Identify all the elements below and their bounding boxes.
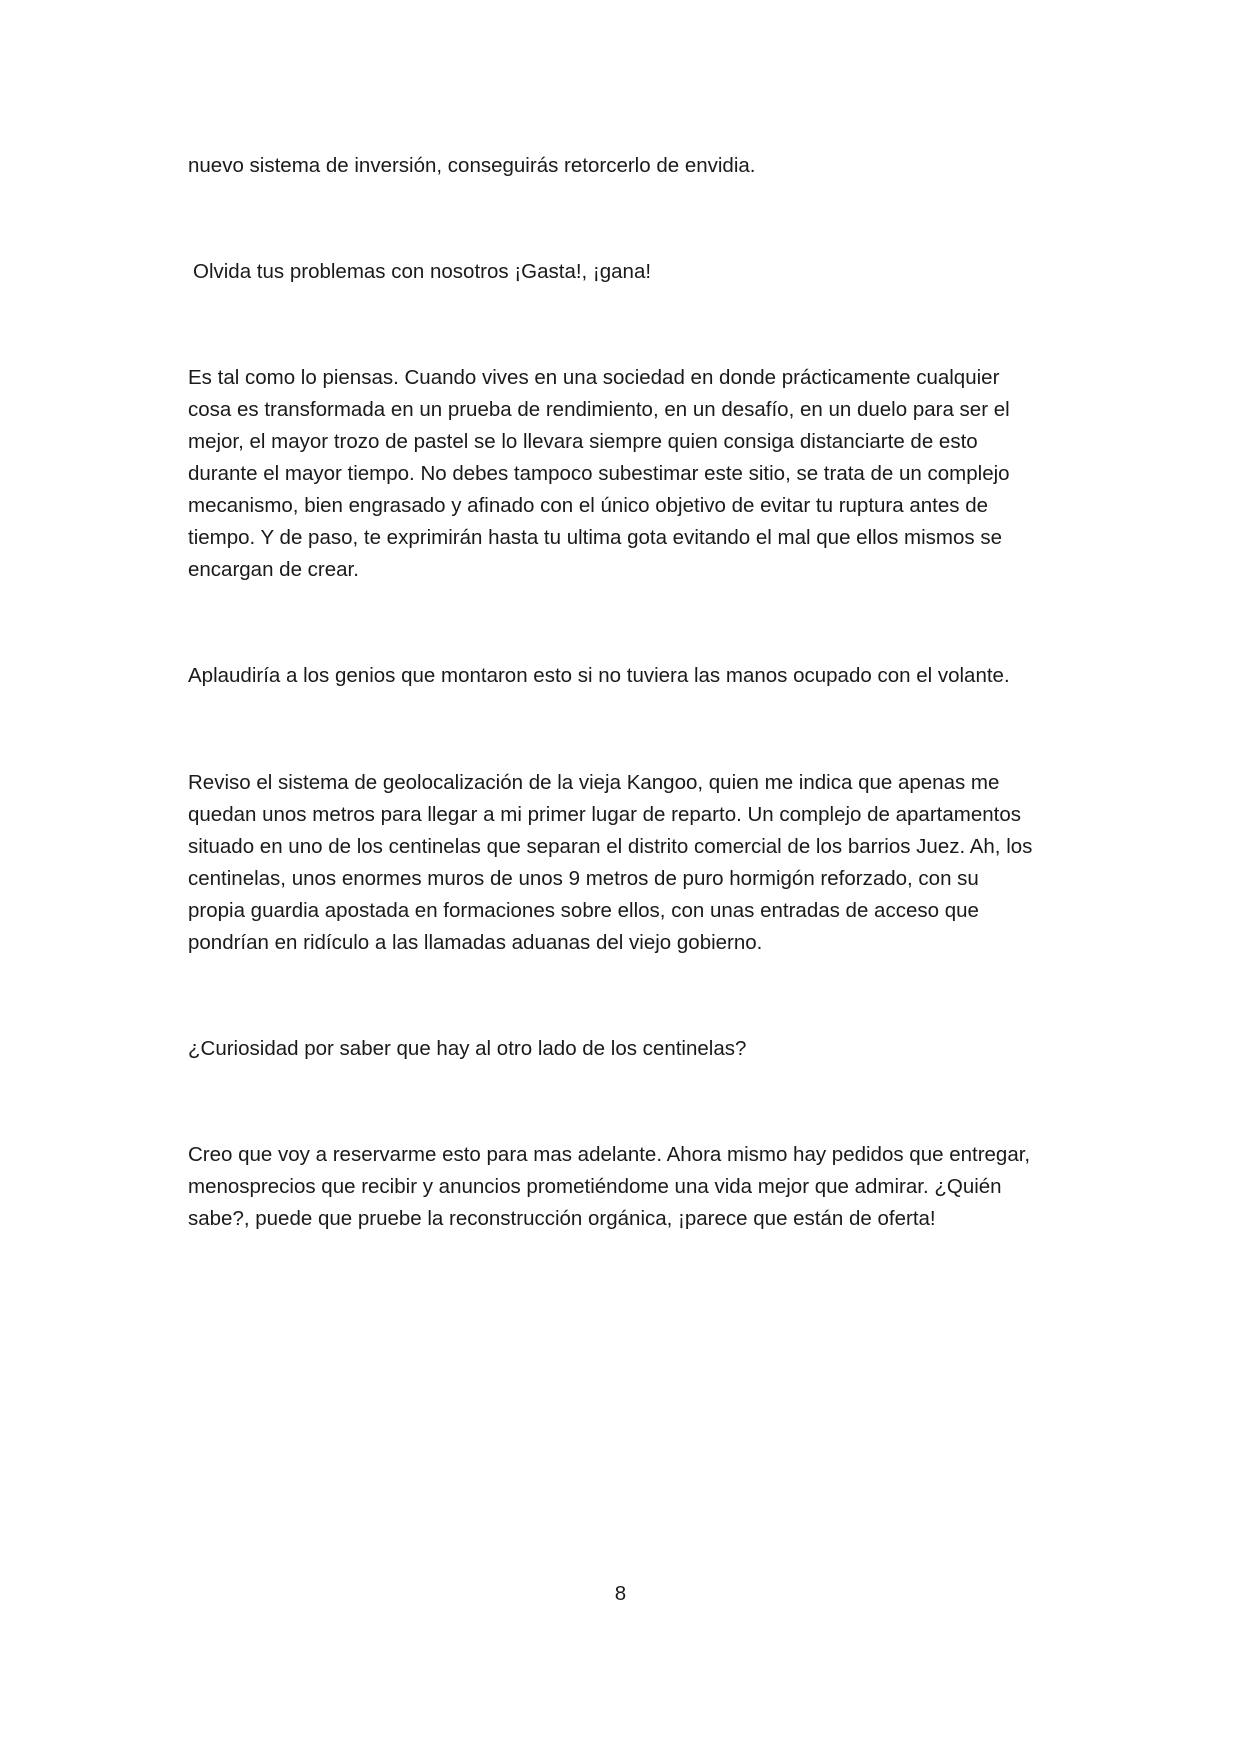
text-line: mejor, el mayor trozo de pastel se lo llevara siempre quien consiga distanciarte de esto [188, 430, 978, 453]
text-line: nuevo sistema de inversión, conseguirás retorcerlo de envidia. [188, 154, 756, 177]
paragraph-2 [193, 256, 1063, 288]
text-line: cosa es transformada en un prueba de rendimiento, en un desafío, en un duelo para ser el [188, 398, 1010, 421]
text-line: encargan de crear. [188, 558, 359, 581]
paragraph-1 [188, 150, 1058, 182]
text-line: ¿Curiosidad por saber que hay al otro lado de los centinelas? [188, 1037, 747, 1060]
paragraph-4 [188, 660, 1058, 692]
paragraph-3 [188, 362, 1058, 586]
text-line: mecanismo, bien engrasado y afinado con el único objetivo de evitar tu ruptura antes de [188, 494, 989, 517]
text-line: Aplaudiría a los genios que montaron esto si no tuviera las manos ocupado con el volante. [188, 664, 1010, 687]
text-line: sabe?, puede que pruebe la reconstrucción orgánica, ¡parece que están de oferta! [188, 1207, 936, 1230]
text-line: situado en uno de los centinelas que separan el distrito comercial de los barrios Juez. Ah, los [188, 835, 1033, 858]
text-line: Creo que voy a reservarme esto para mas adelante. Ahora mismo hay pedidos que entregar, [188, 1143, 1031, 1166]
text-line: Es tal como lo piensas. Cuando vives en una sociedad en donde prácticamente cualquier [188, 366, 1000, 389]
text-line: centinelas, unos enormes muros de unos 9 metros de puro hormigón reforzado, con su [188, 867, 979, 890]
text-line: tiempo. Y de paso, te exprimirán hasta tu ultima gota evitando el mal que ellos mismos se [188, 526, 1002, 549]
page-number: 8 [614, 1582, 627, 1605]
paragraph-5 [188, 767, 1058, 959]
paragraph-6 [188, 1033, 1058, 1065]
text-line: durante el mayor tiempo. No debes tampoco subestimar este sitio, se trata de un complejo [188, 462, 1010, 485]
text-line: quedan unos metros para llegar a mi primer lugar de reparto. Un complejo de apartamentos [188, 803, 1021, 826]
text-line: pondrían en ridículo a las llamadas aduanas del viejo gobierno. [188, 931, 763, 954]
text-line: propia guardia apostada en formaciones sobre ellos, con unas entradas de acceso que [188, 899, 979, 922]
text-line: menosprecios que recibir y anuncios prometiéndome una vida mejor que admirar. ¿Quién [188, 1175, 1002, 1198]
paragraph-7 [188, 1139, 1058, 1235]
text-line: Olvida tus problemas con nosotros ¡Gasta!, ¡gana! [193, 260, 652, 283]
text-line: Reviso el sistema de geolocalización de la vieja Kangoo, quien me indica que apenas me [188, 771, 1000, 794]
